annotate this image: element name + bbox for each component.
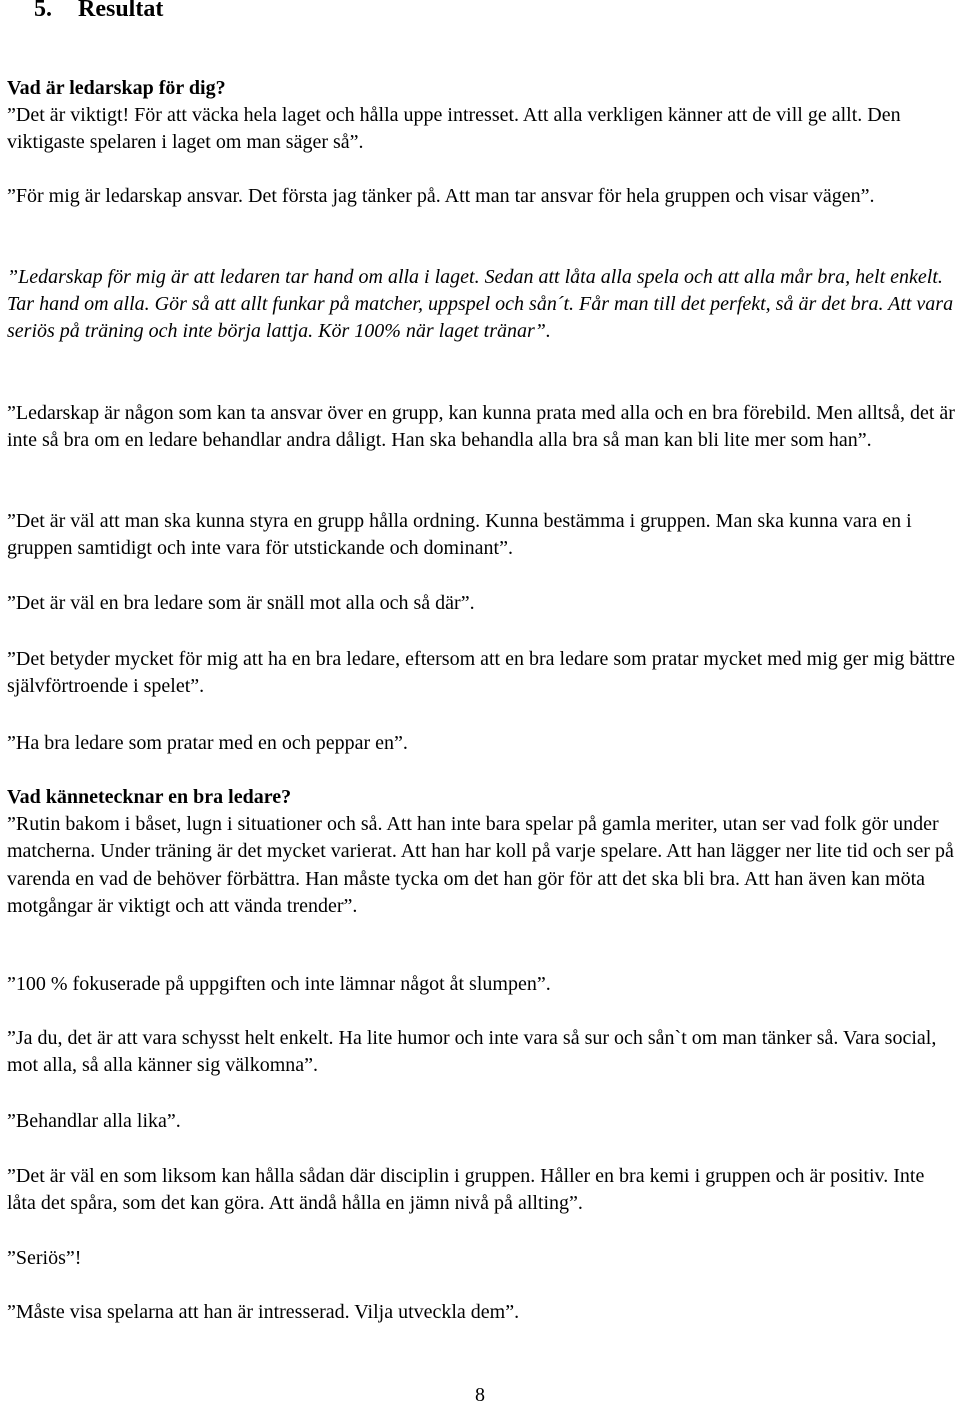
answer-paragraph: ”Rutin bakom i båset, lugn i situationer och så. Att han inte bara spelar på gamla meriter, utan ser vad folk gör under matcherna. Under träning är det mycket varierat. Att han har koll på varje spelare. Att han lägger ner lite tid och ser på varenda en vad de behöver förbättra. Han måste tycka om det han gör för att det ska bli bra. Att han även kan möta motgångar är viktigt och att vända trender”. xyxy=(7,813,954,917)
answer-paragraph: ”Ha bra ledare som pratar med en och peppar en”. xyxy=(7,732,408,754)
question-heading: Vad är ledarskap för dig? xyxy=(7,77,226,99)
answer-paragraph: ”Ledarskap är någon som kan ta ansvar över en grupp, kan kunna prata med alla och en bra förebild. Men alltså, det är inte så bra om en ledare behandlar andra dåligt. Han ska behandla alla bra så man kan bli lite mer som han”. xyxy=(7,402,955,452)
section-title: Resultat xyxy=(78,0,164,22)
question-block-1 xyxy=(7,75,955,157)
answer-paragraph: ”Det betyder mycket för mig att ha en bra ledare, eftersom att en bra ledare som pratar mycket med mig ger mig bättre självförtroende i spelet”. xyxy=(7,648,955,698)
answer-paragraph: ”Det är viktigt! För att väcka hela laget och hålla uppe intresset. Att alla verkligen känner att de vill ge allt. Den viktigaste spelaren i laget om man säger så”. xyxy=(7,104,901,154)
answer-paragraph: ”Ja du, det är att vara schysst helt enkelt. Ha lite humor och inte vara så sur och sån`t om man tänker så. Vara social, mot alla, så alla känner sig välkomna”. xyxy=(7,1027,937,1077)
question-heading: Vad kännetecknar en bra ledare? xyxy=(7,786,292,808)
answer-paragraph: ”Måste visa spelarna att han är intresserad. Vilja utveckla dem”. xyxy=(7,1301,520,1323)
page-number: 8 xyxy=(475,1384,485,1406)
answer-paragraph: ”Behandlar alla lika”. xyxy=(7,1110,181,1132)
answer-paragraph: ”Det är väl en bra ledare som är snäll mot alla och så där”. xyxy=(7,592,475,614)
section-number: 5. xyxy=(34,0,52,22)
answer-paragraph: ”För mig är ledarskap ansvar. Det första jag tänker på. Att man tar ansvar för hela gruppen och visar vägen”. xyxy=(7,185,875,207)
answer-paragraph: ”Det är väl att man ska kunna styra en grupp hålla ordning. Kunna bestämma i gruppen. Man ska kunna vara en i gruppen samtidigt och inte vara för utstickande och dominant”. xyxy=(7,510,912,560)
answer-paragraph: ”100 % fokuserade på uppgiften och inte lämnar något åt slumpen”. xyxy=(7,973,551,995)
answer-paragraph: ”Seriös”! xyxy=(7,1247,82,1269)
question-block-2 xyxy=(7,784,955,920)
answer-paragraph: ”Ledarskap för mig är att ledaren tar hand om alla i laget. Sedan att låta alla spela och att alla mår bra, helt enkelt. Tar hand om alla. Gör så att allt funkar på matcher, uppspel och sån´t. Får man till det perfekt, så är det bra. Att vara seriös på träning och inte börja lattja. Kör 100% när laget tränar”. xyxy=(7,266,954,343)
answer-paragraph: ”Det är väl en som liksom kan hålla sådan där disciplin i gruppen. Håller en bra kemi i gruppen och är positiv. Inte låta det spåra, som det kan göra. Att ändå hålla en jämn nivå på allting”. xyxy=(7,1165,925,1215)
section-heading xyxy=(34,0,163,24)
